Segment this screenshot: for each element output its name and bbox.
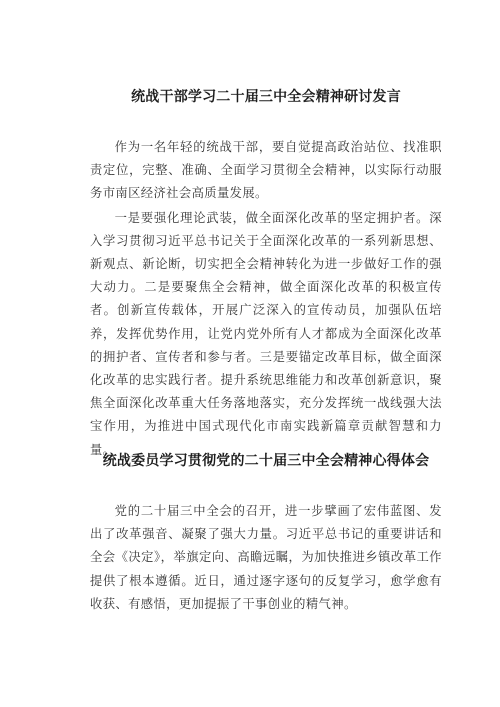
speech-section-1 (90, 88, 442, 462)
section-2-paragraph-1: 党的二十届三中全会的召开，进一步擘画了宏伟蓝图、发出了改革强音、凝聚了强大力量。习近平总书记的重要讲话和全会《决定》，举旗定向、高瞻远瞩，为加快推进乡镇改革工作提供了根本遵循。近日，通过逐字逐句的反复学习，愈学愈有收获、有感悟，更加提振了干事创业的精气神。 (90, 504, 442, 611)
section-2-title: 统战委员学习贯彻党的二十届三中全会精神心得体会 (102, 453, 430, 469)
section-1-paragraph-2: 一是要强化理论武装，做全面深化改革的坚定拥护者。深入学习贯彻习近平总书记关于全面深化改革的一系列新思想、新观点、新论断，切实把全会精神转化为进一步做好工作的强大动力。二是要聚焦全会精神，做全面深化改革的积极宣传者。创新宣传载体，开展广泛深入的宣传动员，加强队伍培养，发挥优势作用，让党内党外所有人才都成为全面深化改革的拥护者、宣传者和参与者。三是要锚定改革目标，做全面深化改革的忠实践行者。提升系统思维能力和改革创新意识，聚焦全面深化改革重大任务落地落实，充分发挥统一战线强大法宝作用，为推进中国式现代化市南实践新篇章贡献智慧和力量。 (90, 210, 442, 457)
section-1-paragraph-1: 作为一名年轻的统战干部，要自觉提高政治站位、找准职责定位，完整、准确、全面学习贯彻全会精神，以实际行动服务市南区经济社会高质量发展。 (90, 140, 442, 201)
section-1-title: 统战干部学习二十届三中全会精神研讨发言 (131, 89, 401, 105)
speech-section-2 (90, 452, 442, 616)
